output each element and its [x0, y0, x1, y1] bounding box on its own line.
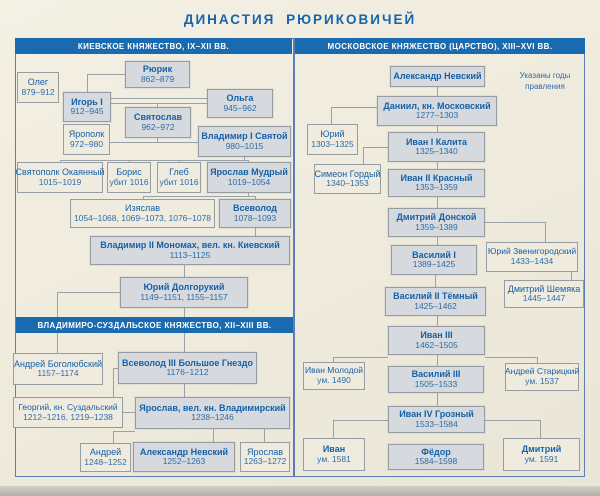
person-name: Василий I	[412, 249, 456, 260]
person-box-nevskiy-msk	[390, 66, 485, 87]
person-dates: 1176–1212	[166, 367, 209, 378]
person-dates: 1584–1598	[414, 456, 458, 467]
person-box-dmitriy	[503, 438, 580, 471]
connector-line	[113, 431, 114, 443]
person-name: Василий II Тёмный	[393, 291, 478, 302]
person-dates: 962–972	[141, 121, 175, 132]
legend-note-line1: Указаны годы	[519, 71, 571, 80]
connector-line	[57, 292, 120, 293]
connector-line	[363, 147, 388, 148]
person-dates: 1149–1151, 1155–1157	[140, 291, 228, 302]
person-box-dolgorukiy	[120, 277, 248, 308]
person-box-zvenigorodskiy	[486, 242, 578, 272]
person-name: Иван I Калита	[405, 136, 468, 147]
person-name: Иван II Красный	[400, 172, 473, 183]
section-header-vladimir-suzdal: ВЛАДИМИРО-СУЗДАЛЬСКОЕ КНЯЖЕСТВО, XII–XIII ВВ.	[16, 317, 293, 333]
connector-line	[333, 420, 334, 438]
person-dates: 912–945	[70, 106, 104, 117]
person-name: Изяслав	[124, 203, 160, 214]
connector-line	[571, 272, 572, 280]
person-dates: ум. 1490	[317, 375, 351, 385]
column-divider	[293, 38, 295, 477]
person-name: Даниил, кн. Московский	[383, 100, 491, 111]
person-box-boris	[107, 162, 151, 193]
person-name: Владимир I Святой	[201, 131, 288, 142]
person-box-bogolyubskiy	[13, 353, 103, 385]
person-name: Георгий, кн. Суздальский	[18, 401, 118, 412]
person-name: Всеволод	[233, 203, 277, 214]
person-dates: 1252–1263	[162, 456, 206, 467]
person-name: Всеволод III Большое Гнездо	[122, 357, 253, 368]
person-dates: 1359–1389	[415, 221, 458, 232]
person-name: Владимир II Мономах, вел. кн. Киевский	[100, 240, 280, 251]
person-box-ivan4	[388, 406, 485, 433]
person-dates: 1277–1303	[415, 110, 459, 121]
person-name: Борис	[116, 167, 142, 178]
person-box-ryurik	[125, 61, 190, 88]
person-dates: 1303–1325	[311, 138, 354, 149]
person-dates: ум. 1591	[524, 453, 559, 464]
person-name: Ольга	[226, 93, 254, 104]
connector-line	[113, 368, 114, 397]
person-name: Иван	[322, 444, 346, 455]
person-dates: 1054–1068, 1069–1073, 1076–1078	[73, 212, 212, 223]
connector-line	[255, 228, 256, 236]
connector-line	[110, 142, 198, 143]
person-name: Андрей	[89, 447, 122, 458]
connector-line	[331, 107, 332, 124]
person-box-vsevolod3	[118, 352, 257, 384]
person-name: Глеб	[169, 167, 189, 178]
person-dates: 862–879	[140, 73, 175, 84]
person-dates: 1340–1353	[326, 178, 369, 189]
person-dates: 980–1015	[225, 140, 264, 151]
connector-line	[437, 355, 438, 366]
person-dates: 945–962	[223, 102, 257, 113]
person-box-staritskiy	[505, 363, 579, 391]
person-name: Ярослав, вел. кн. Владимирский	[139, 402, 286, 413]
connector-line	[123, 412, 135, 413]
connector-line	[437, 237, 438, 245]
connector-line	[437, 316, 438, 326]
person-name: Александр Невский	[139, 446, 229, 457]
person-name: Иван IV Грозный	[399, 409, 474, 420]
connector-line	[363, 147, 364, 164]
connector-line	[437, 393, 438, 406]
person-name: Андрей Боголюбский	[13, 358, 103, 369]
person-name: Ярослав	[246, 446, 284, 457]
person-box-olga	[207, 89, 273, 118]
section-header-moscow: МОСКОВСКОЕ КНЯЖЕСТВО (ЦАРСТВО), XIII–XVI ВВ.	[295, 38, 585, 54]
person-name: Андрей Старицкий	[504, 366, 580, 377]
legend-note-line2: правления	[525, 81, 565, 91]
person-dates: 1425–1462	[414, 300, 457, 311]
person-dates: 1325–1340	[415, 146, 458, 157]
person-dates: 1389–1425	[412, 259, 456, 270]
person-dates: 1113–1125	[169, 249, 211, 260]
connector-line	[184, 384, 185, 397]
person-box-ivan2	[388, 169, 485, 197]
person-name: Юрий Звенигородский	[487, 246, 577, 257]
connector-line	[184, 265, 185, 277]
connector-line	[485, 357, 537, 358]
person-box-yaroslav-tv	[240, 442, 290, 472]
person-name: Юрий Долгорукий	[143, 282, 225, 293]
person-box-gleb	[157, 162, 201, 193]
person-name: Ярослав Мудрый	[210, 167, 288, 178]
person-box-ivan3	[388, 326, 485, 355]
person-name: Василий III	[411, 369, 461, 380]
connector-line	[333, 420, 388, 421]
person-dates: 1433–1434	[510, 256, 554, 266]
connector-line	[540, 420, 541, 438]
person-dates: убит 1016	[109, 176, 149, 187]
person-dates: 1212–1216, 1219–1238	[23, 411, 113, 422]
person-dates: 1445–1447	[522, 293, 566, 304]
person-name: Александр Невский	[393, 71, 482, 82]
person-box-vasiliy3	[388, 366, 484, 393]
person-box-shemyaka	[504, 280, 584, 308]
person-name: Ярополк	[68, 129, 105, 140]
person-dates: 879–912	[21, 86, 55, 97]
person-dates: 1078–1093	[233, 212, 277, 223]
person-name: Юрий	[320, 129, 345, 140]
person-box-daniil	[377, 96, 497, 126]
connector-line	[213, 429, 214, 442]
person-box-georgiy	[13, 397, 123, 428]
person-box-fyodor	[388, 444, 484, 470]
legend-note	[512, 71, 578, 93]
person-name: Дмитрий	[521, 444, 562, 455]
section-header-kiev: КИЕВСКОЕ КНЯЖЕСТВО, IX–XII ВВ.	[15, 38, 292, 54]
person-name: Фёдор	[421, 446, 451, 457]
connector-line	[437, 87, 438, 96]
connector-line	[485, 420, 540, 421]
connector-line	[437, 162, 438, 169]
person-dates: ум. 1581	[317, 453, 351, 464]
person-box-oleg	[17, 72, 59, 103]
connector-line	[545, 222, 546, 242]
person-box-yaroslav-mudryi	[207, 162, 291, 193]
person-name: Дмитрий Донской	[396, 212, 477, 223]
person-name: Святослав	[133, 112, 183, 123]
person-dates: 1015–1019	[38, 176, 82, 187]
person-dates: 1505–1533	[414, 378, 458, 389]
connector-line	[143, 196, 255, 197]
connector-line	[331, 107, 377, 108]
connector-line	[60, 160, 248, 161]
connector-line	[87, 74, 125, 75]
page-title: ДИНАСТИЯ РЮРИКОВИЧЕЙ	[183, 12, 417, 27]
person-dates: 1019–1054	[227, 176, 271, 187]
person-name: Дмитрий Шемяка	[507, 283, 581, 294]
person-box-ivan-tsarevich	[303, 438, 365, 471]
person-box-yaropolk	[63, 124, 110, 155]
person-box-simeon	[314, 164, 381, 194]
person-dates: 1353–1359	[415, 182, 458, 193]
person-box-andrey-vl	[80, 443, 131, 472]
person-box-izyaslav	[70, 199, 215, 228]
person-box-vasiliy1	[391, 245, 477, 275]
person-name: Олег	[27, 77, 49, 88]
person-box-svyatopolk	[17, 162, 103, 193]
connector-line	[87, 74, 88, 92]
person-box-vladimir1	[198, 126, 291, 157]
person-name: Иван III	[420, 330, 453, 341]
connector-line	[435, 275, 436, 287]
person-dates: 1263–1272	[243, 456, 287, 467]
connector-line	[333, 357, 388, 358]
connector-line	[264, 429, 265, 442]
person-box-nevskiy-vl	[133, 442, 235, 472]
person-dates: 1157–1174	[37, 368, 79, 379]
person-dates: 1238–1246	[191, 412, 234, 423]
person-dates: 972–980	[69, 138, 104, 149]
connector-line	[485, 222, 545, 223]
person-name: Игорь I	[71, 96, 103, 107]
person-dates: убит 1016	[159, 176, 199, 187]
person-dates: ум. 1537	[525, 376, 559, 386]
person-box-igor1	[63, 92, 111, 122]
connector-line	[113, 431, 135, 432]
person-dates: 1248–1252	[84, 456, 127, 467]
person-box-monomakh	[90, 236, 290, 265]
person-box-vsevolod	[219, 199, 291, 228]
person-name: Рюрик	[142, 64, 173, 75]
person-name: Святополк Окаянный	[15, 167, 105, 178]
person-box-kalita	[388, 132, 485, 162]
photo-page-edge	[0, 486, 600, 496]
person-name: Иван Молодой	[304, 365, 364, 376]
connector-line	[111, 98, 207, 99]
person-dates: 1462–1505	[415, 339, 458, 350]
person-dates: 1533–1584	[415, 418, 458, 429]
person-box-vasiliy2	[385, 287, 486, 316]
connector-line	[111, 103, 207, 104]
person-box-donskoy	[388, 208, 485, 237]
person-box-yaroslav-vl	[135, 397, 290, 429]
person-box-yuriy-msk	[307, 124, 358, 155]
person-name: Симеон Гордый	[314, 168, 381, 179]
person-box-svyatoslav	[125, 107, 191, 138]
connector-line	[437, 197, 438, 208]
person-box-ivan-molodoy	[303, 362, 365, 390]
